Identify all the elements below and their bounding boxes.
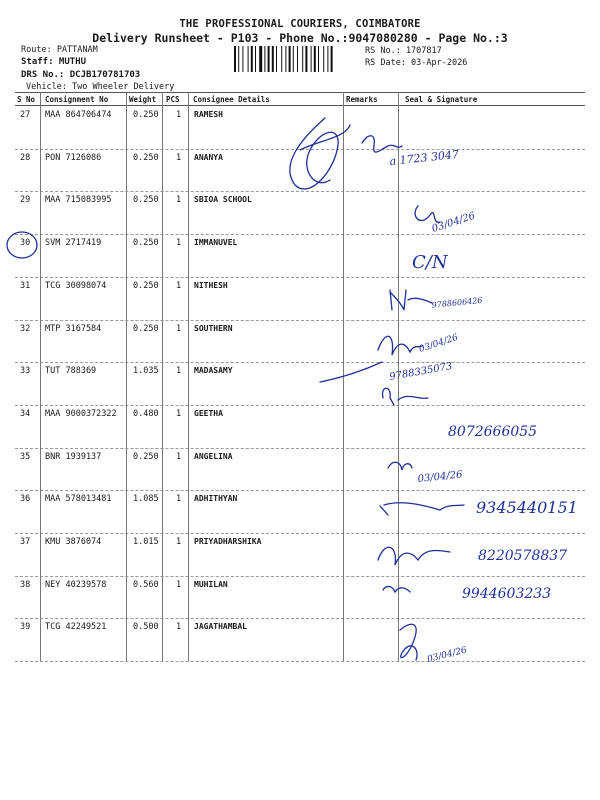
cell-consignee: ANANYA [194,152,223,162]
cell-pcs: 1 [176,408,182,419]
company-title: THE PROFESSIONAL COURIERS, COIMBATORE [179,18,421,30]
cell-sno: 27 [20,110,31,120]
handwritten-phone-row28: a 1723 3047 [388,147,460,168]
col-header-remarks: Remarks [346,95,378,104]
row-divider [15,618,585,619]
runsheet-title: Delivery Runsheet - P103 - Phone No.:9047080280 - Page No.:3 [92,31,508,45]
cell-consignment: KMU 3876074 [45,537,102,547]
signature-row38 [378,547,450,565]
handwritten-phone-row37: 8220578837 [478,548,568,564]
cell-weight: 0.250 [133,323,159,334]
cell-consignee: IMMANUVEL [194,238,238,248]
cell-sno: 30 [20,238,31,249]
column-divider [343,92,344,661]
cell-consignee: SOUTHERN [194,323,233,333]
column-divider [188,92,189,661]
cell-consignment: MAA 9000372322 [45,408,117,419]
row-divider [15,320,585,321]
column-divider [40,92,41,661]
cell-weight: 0.250 [133,195,159,206]
cell-sno: 33 [20,366,31,377]
col-header-weight: Weight [129,95,157,104]
cell-pcs: 1 [176,110,182,120]
cell-weight: 0.250 [133,238,159,249]
cell-weight: 0.250 [133,451,159,462]
handwritten-phone-row34: 8072666055 [448,424,538,440]
column-divider [162,92,163,661]
row-divider [15,362,585,363]
cell-consignment: MTP 3167584 [45,323,102,334]
cell-sno: 32 [20,323,31,334]
signature-row29 [415,206,440,222]
handwritten-phone-row38: 9944603233 [462,586,552,602]
cell-consignment: MAA 864706474 [45,110,112,120]
cell-consignee: PRIYADHARSHIKA [194,537,262,546]
cell-consignment: TCG 42249521 [45,622,107,633]
cell-consignment: TUT 788369 [45,366,97,377]
cell-pcs: 1 [176,280,182,291]
row-divider [15,405,585,406]
staff-label: Staff: MUTHU [21,57,87,67]
handwritten-date-row29: 03/04/26 [430,210,477,235]
cell-pcs: 1 [176,579,182,590]
signature-row36 [388,462,412,470]
cell-consignee: MADASAMY [194,366,233,376]
col-header-sno: S No [17,95,36,104]
cell-pcs: 1 [176,366,182,377]
cell-sno: 37 [20,537,31,547]
signature-row34 [383,388,428,405]
vehicle-label: Vehicle: Two Wheeler Delivery [26,82,175,92]
stroke-row33 [320,362,382,382]
handwritten-date-row39: 03/04/26 [426,645,468,665]
cell-consignment: MAA 578013481 [45,494,112,505]
handwritten-cn-row30: C/N [412,252,448,273]
cell-consignee: RAMESH [194,110,223,119]
cell-sno: 34 [20,408,31,419]
row-divider [15,448,585,449]
header-top-rule [15,92,585,93]
cell-consignee: JAGATHAMBAL [194,622,247,632]
cell-consignment: BNR 1939137 [45,451,102,462]
row-divider [15,533,585,534]
cell-weight: 0.250 [133,152,159,163]
cell-consignment: PON 7126086 [45,152,102,163]
cell-pcs: 1 [176,622,182,633]
drs-number: DRS No.: DCJB170781703 [21,70,141,80]
signature-row31 [390,290,432,310]
cell-weight: 0.480 [133,408,159,419]
cell-weight: 1.085 [133,494,159,505]
cell-consignment: TCG 30098074 [45,280,107,291]
handwritten-phone-row36: 9345440151 [476,498,578,517]
col-header-seal: Seal & Signature [405,95,478,104]
cell-consignee: MUHILAN [194,579,228,589]
cell-consignee: ANGELINA [194,451,233,461]
row-divider [15,661,585,662]
signature-scribble [290,118,350,189]
row-divider [15,576,585,577]
row-divider [15,277,585,278]
cell-weight: 1.015 [133,537,159,547]
rs-date: RS Date: 03-Apr-2026 [365,58,468,68]
route-label: Route: PATTANAM [21,45,98,55]
cell-pcs: 1 [176,323,182,334]
cell-weight: 0.500 [133,622,159,633]
cell-pcs: 1 [176,451,182,462]
col-header-consignment: Consignment No [45,95,109,104]
col-header-pcs: PCS [166,95,180,104]
cell-consignment: MAA 715083995 [45,195,112,206]
handwritten-date-row32: 03/04/26 [417,332,460,355]
cell-weight: 0.560 [133,579,159,590]
cell-pcs: 1 [176,238,182,249]
rs-number: RS No.: 1707817 [365,46,442,56]
cell-pcs: 1 [176,195,182,206]
cell-weight: 0.250 [133,110,159,120]
signature-row39 [383,586,410,592]
cell-pcs: 1 [176,494,182,505]
column-divider [398,92,399,661]
cell-weight: 1.035 [133,366,159,377]
signature-final [400,624,417,660]
cell-sno: 36 [20,494,31,505]
cell-sno: 31 [20,280,31,291]
row-divider [15,490,585,491]
cell-weight: 0.250 [133,280,159,291]
cell-consignment: NEY 40239578 [45,579,107,590]
handwritten-phone-row33: 9788335073 [388,361,454,383]
cell-pcs: 1 [176,537,182,547]
cell-consignee: GEETHA [194,408,223,418]
row-divider [15,234,585,235]
cell-consignee: NITHESH [194,280,228,290]
cell-consignee: SBIOA SCHOOL [194,195,252,205]
row-divider [15,191,585,192]
cell-sno: 29 [20,195,31,206]
cell-consignment: SVM 2717419 [45,238,102,249]
handwritten-phone-row31: 9788606426 [431,295,483,310]
cell-sno: 39 [20,622,31,633]
cell-pcs: 1 [176,152,182,163]
col-header-consignee: Consignee Details [193,95,270,104]
barcode [233,46,359,72]
handwritten-date-row35: 03/04/26 [417,469,463,485]
signature-row37 [380,503,464,515]
row-divider [15,149,585,150]
cell-sno: 28 [20,152,31,163]
column-divider [126,92,127,661]
header-bottom-rule [15,105,585,106]
cell-sno: 38 [20,579,31,590]
cell-consignee: ADHITHYAN [194,494,238,504]
cell-sno: 35 [20,451,31,462]
signature-row32 [378,336,422,355]
